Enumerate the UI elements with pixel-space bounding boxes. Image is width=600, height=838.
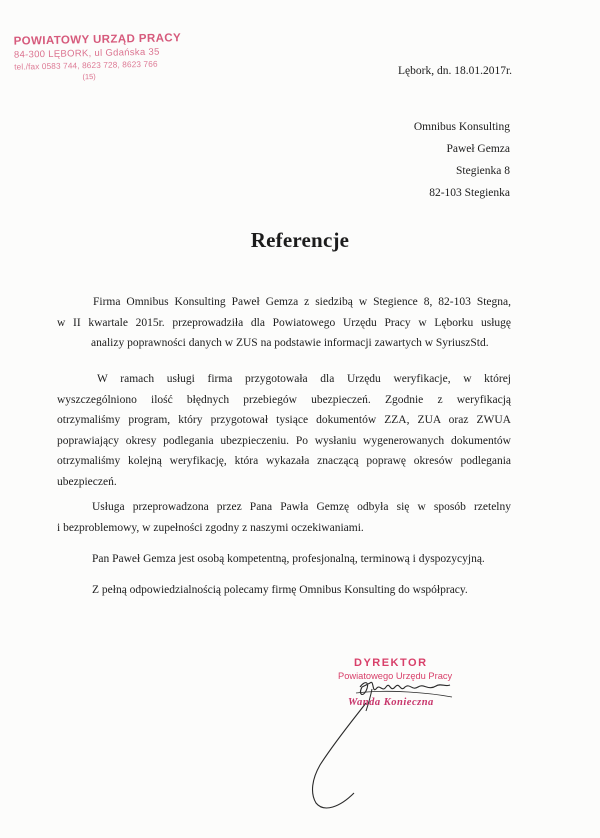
- stamp-phone: tel./fax 0583 744, 8623 728, 8623 766: [14, 58, 158, 72]
- paragraph-line: otrzymaliśmy kolejną weryfikację, która wykazała znaczącą poprawę okresów podlegania: [57, 455, 511, 467]
- signature-stamp-office: Powiatowego Urzędu Pracy: [338, 671, 453, 681]
- recipient-name: Paweł Gemza: [446, 143, 510, 155]
- office-header-stamp: [13, 32, 182, 82]
- stamp-office-name: POWIATOWY URZĄD PRACY: [13, 32, 182, 48]
- stamp-code: (15): [82, 71, 96, 82]
- paragraph-line: poprawiający okresy podlegania ubezpieczeniu. Po wysłaniu wygenerowanych dokumentów: [57, 434, 511, 447]
- paragraph-line: wyszczególniono ilość błędnych przebiegów ubezpieczeń. Zgodnie z weryfikacją: [57, 393, 511, 406]
- paragraph-line: w II kwartale 2015r. przeprowadziła dla Powiatowego Urzędu Pracy w Lęborku usługę: [57, 316, 511, 329]
- paragraph-line: Z pełną odpowiedzialnością polecamy firmę Omnibus Konsulting do współpracy.: [92, 584, 468, 596]
- director-signature-stamp: [300, 653, 500, 833]
- recipient-address-block: [414, 116, 510, 204]
- paragraph-competence: [57, 549, 511, 570]
- signature-stamp-title: DYREKTOR: [354, 657, 428, 669]
- paragraph-line: otrzymaliśmy program, który przygotował tysiące dokumentów ZZA, ZUA oraz ZWUA: [57, 414, 511, 426]
- place-and-date: Lębork, dn. 18.01.2017r.: [398, 65, 513, 77]
- paragraph-line: Pan Paweł Gemza jest osobą kompetentną, profesjonalną, terminową i dyspozycyjną.: [92, 553, 485, 565]
- recipient-street: Stegienka 8: [456, 165, 510, 177]
- paragraph-intro: [57, 292, 511, 354]
- paragraph-line: i bezproblemowy, w zupełności zgodny z naszymi oczekiwaniami.: [57, 521, 364, 534]
- paragraph-line: Firma Omnibus Konsulting Paweł Gemza z siedzibą w Stegience 8, 82-103 Stegna,: [93, 296, 511, 308]
- paragraph-line: ubezpieczeń.: [57, 475, 117, 488]
- paragraph-recommendation: [57, 580, 511, 601]
- paragraph-line: analizy poprawności danych w ZUS na podstawie informacji zawartych w SyriuszStd.: [91, 337, 489, 349]
- recipient-company: Omnibus Konsulting: [413, 121, 510, 133]
- paragraph-quality: [57, 497, 511, 538]
- page-title: Referencje: [250, 228, 350, 252]
- recipient-postal-city: 82-103 Stegienka: [429, 187, 510, 199]
- stamp-address: 84-300 LĘBORK, ul Gdańska 35: [13, 46, 160, 61]
- paragraph-service-details: [57, 369, 511, 492]
- paragraph-line: Usługa przeprowadzona przez Pana Pawła Gemzę odbyła się w sposób rzetelny: [92, 501, 511, 513]
- paragraph-line: W ramach usługi firma przygotowała dla Urzędu weryfikacje, w której: [97, 373, 511, 385]
- signature-stamp-name: Wanda Konieczna: [348, 697, 434, 708]
